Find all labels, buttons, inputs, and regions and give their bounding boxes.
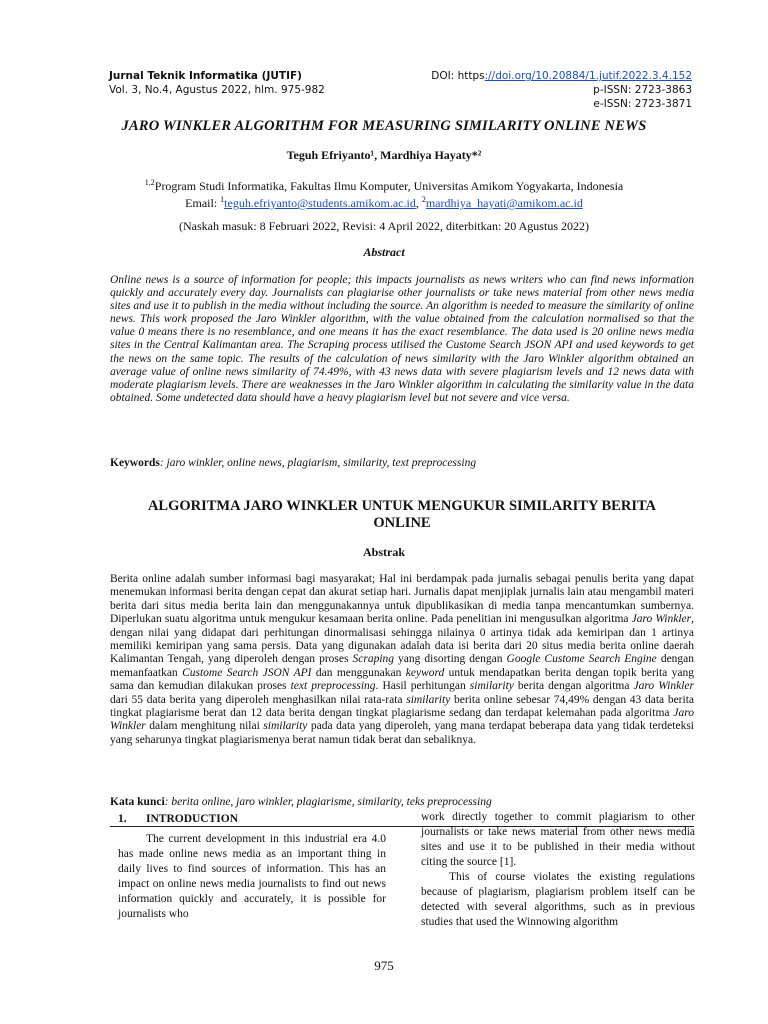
intro-paragraph-2: This of course violates the existing regulations because of plagiarism, plagiarism problem itself can be detected with several algorithms, such as in previous studies that used the Winnowing algorithm (421, 871, 695, 928)
volume-line: Vol. 3, No.4, Agustus 2022, hlm. 975-982 (109, 84, 325, 96)
journal-header-right (431, 69, 692, 111)
page-number: 975 (374, 958, 394, 973)
abstrak-heading: Abstrak (362, 545, 405, 559)
doi-link[interactable]: ://doi.org/10.20884/1.jutif.2022.3.4.152 (484, 70, 692, 82)
p-issn: p-ISSN: 2723-3863 (593, 84, 692, 96)
abstract-heading: Abstract (363, 245, 405, 259)
left-column (118, 812, 386, 922)
keywords-label: Keywords (110, 457, 160, 469)
paper-title: JARO WINKLER ALGORITHM FOR MEASURING SIMILARITY ONLINE NEWS (121, 118, 647, 134)
email-1-link[interactable]: teguh.efriyanto@students.amikom.ac.id (224, 196, 416, 210)
keywords-line (110, 456, 694, 470)
email-label: Email: (185, 196, 221, 210)
section-heading (118, 812, 386, 827)
affiliation-text: Program Studi Informatika, Fakultas Ilmu Komputer, Universitas Amikom Yogyakarta, Indonesia (154, 179, 624, 193)
intro-paragraph-1: The current development in this industrial era 4.0 has made online news media as an important thing in daily lives to find sources of information. This has an impact on online news media journalists to find out news information quickly and accurately, it is possible for journalists who (118, 833, 386, 920)
indonesian-title: ALGORITMA JARO WINKLER UNTUK MENGUKUR SIMILARITY BERITA ONLINE (147, 498, 657, 531)
keywords-values: : jaro winkler, online news, plagiarism, similarity, text preprocessing (159, 457, 477, 469)
affiliation-block (0, 176, 768, 210)
section-title: INTRODUCTION (146, 813, 239, 825)
abstract-text: Online news is a source of information for people; this impacts journalists as news writers who can find news information quickly and accurately every day. Journalists can plagiarise other journalists or take news material from other news media sites and use it to publish in the media without including the source. An algorithm is needed to measure the similarity of online news. This work proposed the Jaro Winkler algorithm, with the value obtained from the calculation normalised so that the value 0 means there is no resemblance, and one means it has the exact resemblance. The data used is 20 online news media sites in the Central Kalimantan area. The Scraping process utilised the Custome Search JSON API and used keywords to get the news on the same topic. The results of the calculation of news similarity with the Jaro Winkler algorithm obtained an average value of online news similarity of 74.49%, with 43 news data with severe plagiarism levels and 12 news data with moderate plagiarism levels. There are weaknesses in the Jaro Winkler algorithm in calculating the similarity value in the data obtained. Some undetected data should have a heavy plagiarism level but not severe and vice versa. (110, 274, 694, 404)
email-sep: , (415, 196, 422, 210)
journal-name: Jurnal Teknik Informatika (JUTIF) (109, 70, 302, 82)
abstrak-text: Berita online adalah sumber informasi bagi masyarakat; Hal ini berdampak pada jurnalis sebagai penulis berita yang dapat menemukan informasi berita dengan cepat dan akurat setiap hari. Jurnalis dapat menjiplak jurnalis lain atau mengambil materi berita dari situs media berita lain dan menggunakannya untuk dipublikasikan di media tanpa mencantumkan sumbernya. Diperlukan suatu algoritma untuk mengukur kesamaan berita online. Pada penelitian ini mengusulkan algoritma Jaro Winkler, dengan nilai yang didapat dari perhitungan dinormalisasi sehingga nilainya 0 artinya tidak ada kemiripan dan 1 artinya memiliki kemiripan yang sama persis. Data yang digunakan adalah data isi berita dari 20 situs media berita online daerah Kalimantan Tengah, yang diperoleh dengan proses Scraping yang disorting dengan Google Custome Search Engine dengan memanfaatkan Custome Search JSON API dan menggunakan keyword untuk mendapatkan berita dengan topik berita yang sama dan kemudian dilakukan proses text preprocessing. Hasil perhitungan similarity berita dengan algoritma Jaro Winkler dari 55 data berita yang diperoleh menghasilkan nilai rata-rata similarity berita online sebesar 74,49% dengan 43 data berita tingkat plagiarisme berat dan 12 data berita dengan tingkat plagiarisme sedang dan terdapat kelemahan pada algoritma Jaro Winkler dalam menghitung nilai similarity pada data yang diperoleh, yang mana terdapat beberapa data yang tidak terdeteksi yang seharunya tingkat plagiarismenya berat namun tidak berat dan sebaliknya. (110, 573, 695, 746)
affiliation-sup: 1,2 (144, 178, 155, 187)
paper-authors: Teguh Efriyanto¹, Mardhiya Hayaty*² (286, 148, 482, 162)
kata-kunci-values: : berita online, jaro winkler, plagiarisme, similarity, teks preprocessing (164, 796, 492, 808)
section-number: 1. (118, 813, 127, 825)
email-line (0, 193, 768, 210)
received-dates: (Naskah masuk: 8 Februari 2022, Revisi: 4 April 2022, diterbitkan: 20 Agustus 2022) (179, 219, 589, 233)
doi-prefix: DOI: https (431, 70, 485, 82)
email-2-sup: 2 (421, 195, 426, 204)
affiliation-line (0, 176, 768, 193)
email-1-sup: 1 (220, 195, 225, 204)
journal-header-left (109, 69, 325, 97)
kata-kunci-label: Kata kunci (110, 796, 165, 808)
doi-line (431, 69, 692, 83)
email-2-link[interactable]: mardhiya_hayati@amikom.ac.id (425, 196, 583, 210)
right-column (421, 810, 695, 930)
intro-paragraph-continued: work directly together to commit plagiarism to other journalists or take news material from other news media sites and use it to be published in their media without citing the source [1]. (421, 811, 695, 868)
kata-kunci-line (110, 795, 694, 809)
e-issn: e-ISSN: 2723-3871 (593, 98, 692, 110)
